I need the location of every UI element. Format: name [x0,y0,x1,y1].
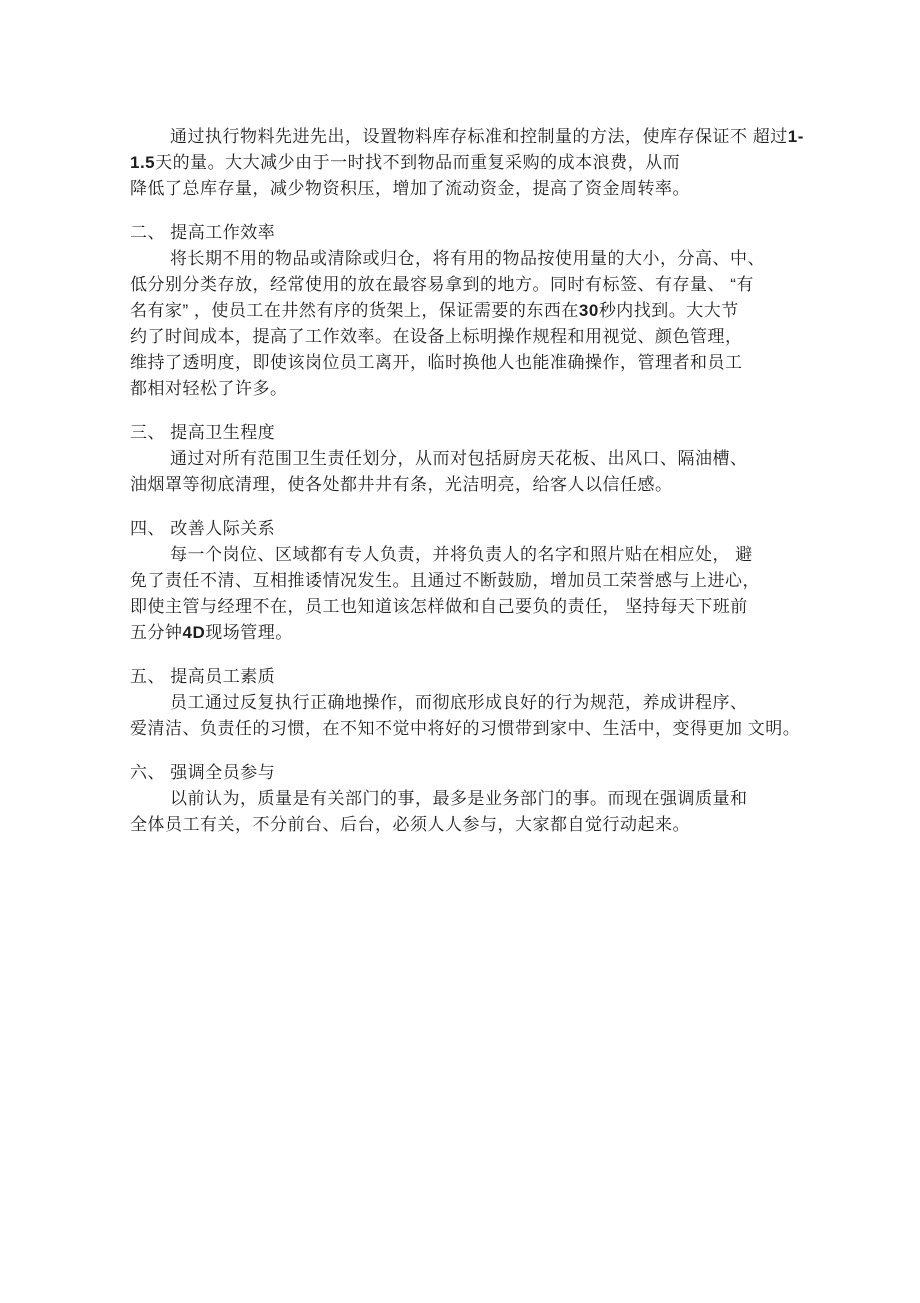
text-line [130,176,820,202]
text-run: 30 [578,301,599,320]
text-line [130,568,820,594]
text-line [130,472,820,498]
text-run: 降低了总库存量，减少物资积压，增加了流动资金，提高了资金周转率。 [130,179,690,198]
text-run: 1.5 [130,153,156,172]
text-line [130,620,820,646]
section-heading: 二、 提高工作效率 [130,223,276,242]
section [130,760,820,838]
text-line [130,542,820,568]
text-run: 维持了透明度，即使该岗位员工离开，临时换他人也能准确操作，管理者和员工 [130,353,743,372]
text-line [130,324,820,350]
text-run: 通过执行物料先进先出，设置物料库存标准和控制量的方法，使库存保证不 超过 [170,127,788,146]
section [130,420,820,498]
text-line [130,786,820,812]
text-run: 低分别分类存放，经常使用的放在最容易拿到的地方。同时有标签、有存量、 “有 [130,275,754,294]
section-heading: 六、 强调全员参与 [130,763,276,782]
section-heading: 五、 提高员工素质 [130,667,276,686]
text-line [130,446,820,472]
text-line [130,716,820,742]
text-run: 即使主管与经理不在，员工也知道该怎样做和自己要负的责任， 坚持每天下班前 [130,597,748,616]
text-line [130,690,820,716]
text-run: 员工通过反复执行正确地操作，而彻底形成良好的行为规范，养成讲程序、 [170,693,748,712]
text-run: 每一个岗位、区域都有专人负责，并将负责人的名字和照片贴在相应处， 避 [170,545,753,564]
text-run: 1- [787,127,804,146]
text-run: 通过对所有范围卫生责任划分，从而对包括厨房天花板、出风口、隔油槽、 [170,449,748,468]
text-run: 4D [182,623,206,642]
text-line [130,124,820,150]
text-run: 天的量。大大减少由于一时找不到物品而重复采购的成本浪费，从而 [155,153,681,172]
text-run: 油烟罩等彻底清理，使各处都井井有条，光洁明亮，给客人以信任感。 [130,475,673,494]
text-run: 名有家” ，使员工在井然有序的货架上，保证需要的东西在 [130,301,579,320]
section-heading: 三、 提高卫生程度 [130,423,276,442]
text-line [130,376,820,402]
text-run: 免了责任不清、互相推诿情况发生。且通过不断鼓励，增加员工荣誉感与上进心， [130,571,760,590]
text-run: 约了时间成本，提高了工作效率。在设备上标明操作规程和用视觉、颜色管理， [130,327,743,346]
text-line [130,812,820,838]
text-run: 现场管理。 [205,623,293,642]
text-line [130,298,820,324]
text-run: 五分钟 [130,623,183,642]
text-run: 全体员工有关，不分前台、后台，必须人人参与，大家都自觉行动起来。 [130,815,690,834]
text-line [130,350,820,376]
text-run: 秒内找到。大大节 [598,301,739,320]
text-run: 以前认为，质量是有关部门的事，最多是业务部门的事。而现在强调质量和 [170,789,748,808]
text-run: 爱清洁、负责任的习惯，在不知不觉中将好的习惯带到家中、生活中，变得更加 文明。 [130,719,801,738]
section [130,516,820,646]
text-run: 将长期不用的物品或清除或归仓，将有用的物品按使用量的大小，分高、中、 [170,249,765,268]
section [130,124,820,202]
text-line [130,246,820,272]
section-heading: 四、 改善人际关系 [130,519,276,538]
text-run: 都相对轻松了许多。 [130,379,288,398]
section [130,664,820,742]
section [130,220,820,402]
text-line [130,272,820,298]
text-line [130,150,820,176]
text-line [130,594,820,620]
